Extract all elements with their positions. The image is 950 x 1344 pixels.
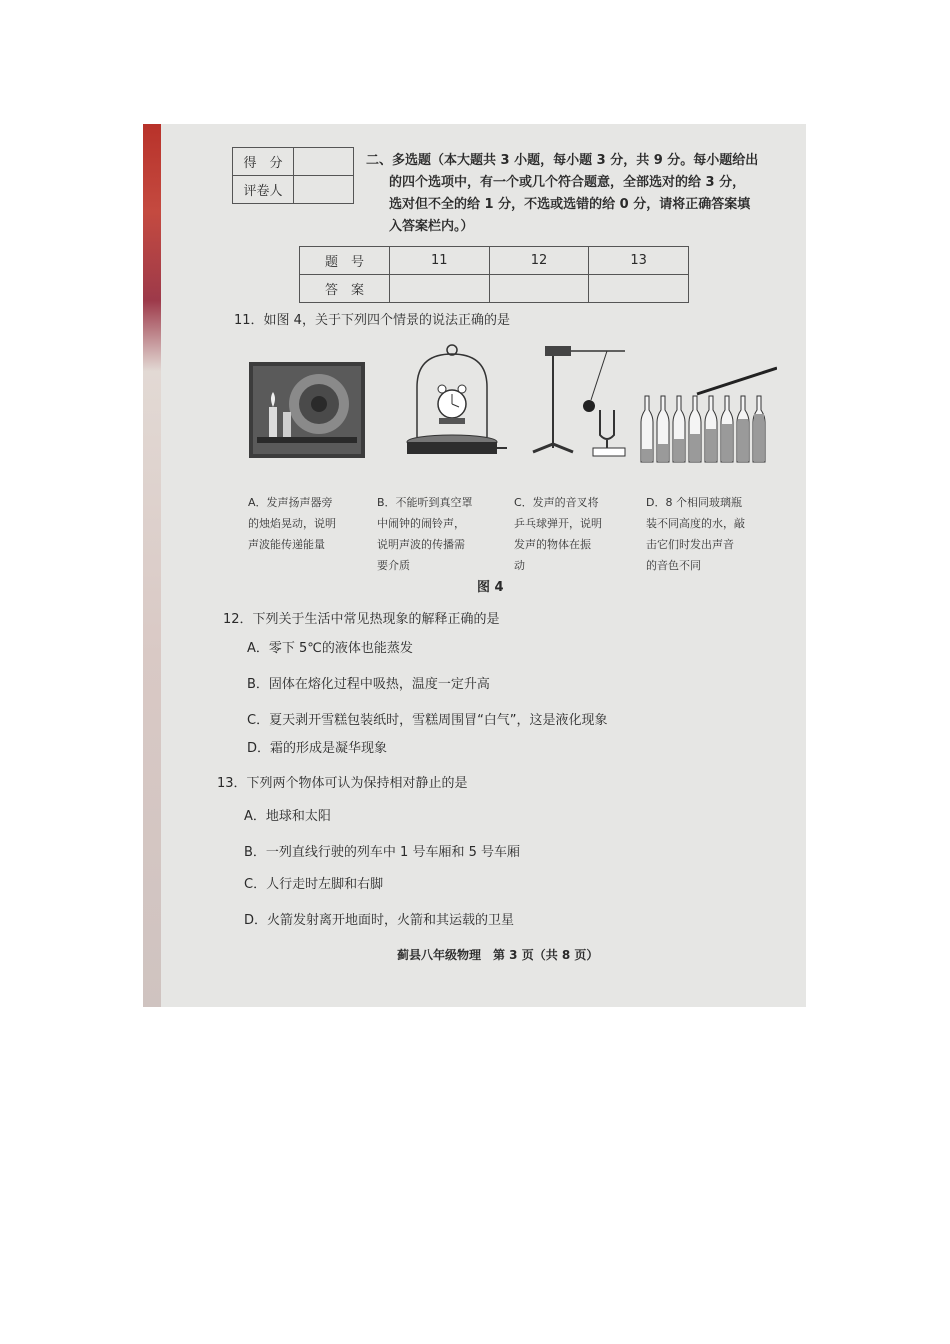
bottle-water: [738, 419, 748, 461]
q11-option-a: [248, 492, 368, 555]
q13-option-d: D．火箭发射离开地面时，火箭和其运载的卫星: [244, 913, 515, 928]
page-footer: 蓟县八年级物理 第 3 页（共 8 页）: [397, 948, 599, 962]
answer-table-q11: 11: [389, 247, 489, 275]
q11-option-b-line3: 说明声波的传播需: [377, 538, 465, 551]
score-label: 得 分: [233, 148, 294, 176]
q11-stem: 11．如图 4，关于下列四个情景的说法正确的是: [234, 313, 510, 328]
bottle-water: [754, 414, 764, 461]
answer-cell-12[interactable]: [489, 275, 589, 303]
bottle-water: [706, 429, 716, 461]
q11-option-d-line2: 装不同高度的水，敲: [646, 517, 745, 530]
q13-stem: 13．下列两个物体可认为保持相对静止的是: [217, 776, 468, 791]
section-line3: 选对但不全的给 1 分，不选或选错的给 0 分，请将正确答案填: [389, 197, 751, 212]
grader-label: 评卷人: [233, 176, 294, 204]
q11-option-c-line3: 发声的物体在振: [514, 538, 591, 551]
bell-jar-clock-figure: [397, 342, 507, 464]
q11-option-a-line3: 声波能传递能量: [248, 538, 325, 551]
background-red-object: [143, 124, 161, 1007]
q11-option-b-line4: 要介质: [377, 559, 410, 572]
q11-option-c-line1: C．发声的音叉将: [514, 496, 599, 509]
bottle-water: [722, 424, 732, 461]
scanned-photo: [143, 124, 806, 1007]
exam-paper: [161, 124, 806, 1007]
q11-option-c: [514, 492, 634, 576]
q11-option-b-line1: B．不能听到真空罩: [377, 496, 473, 509]
q12-option-c: C．夏天剥开雪糕包装纸时，雪糕周围冒“白气”，这是液化现象: [247, 713, 608, 728]
bottle-water: [642, 449, 652, 461]
answer-table-q12: 12: [489, 247, 589, 275]
q12-stem: 12．下列关于生活中常见热现象的解释正确的是: [223, 612, 500, 627]
q11-option-b-line2: 中闹钟的闹铃声，: [377, 517, 465, 530]
answer-table: [299, 246, 689, 303]
q11-option-a-line1: A．发声扬声器旁: [248, 496, 333, 509]
q11-option-d-line1: D．8 个相同玻璃瓶: [646, 496, 742, 509]
glass-bottles-figure: [637, 366, 777, 468]
bottle-water: [690, 434, 700, 461]
tuning-fork-figure: [525, 340, 645, 464]
section-line2: 的四个选项中，有一个或几个符合题意，全部选对的给 3 分，: [389, 175, 746, 190]
q11-option-d: [646, 492, 766, 576]
q11-option-d-line3: 击它们时发出声音: [646, 538, 734, 551]
bottles-group: [641, 396, 765, 462]
speaker-candle-photo: [249, 362, 365, 458]
q11-option-c-line4: 动: [514, 559, 525, 572]
q13-option-b: B．一列直线行驶的列车中 1 号车厢和 5 号车厢: [244, 845, 520, 860]
answer-cell-13[interactable]: [589, 275, 689, 303]
q12-option-b: B．固体在熔化过程中吸热，温度一定升高: [247, 677, 490, 692]
q12-option-d: D．霜的形成是凝华现象: [247, 741, 388, 756]
q11-option-a-line2: 的烛焰晃动，说明: [248, 517, 336, 530]
section-title: 二、多选题（本大题共 3 小题，每小题 3 分，共 9 分。每小题给出: [366, 153, 759, 168]
bottle-water: [674, 439, 684, 461]
grader-cell: [294, 176, 354, 204]
bottle-water: [658, 444, 668, 461]
score-box: [232, 147, 354, 204]
q12-option-a: A．零下 5℃的液体也能蒸发: [247, 641, 413, 656]
q11-option-b: [377, 492, 497, 576]
score-cell: [294, 148, 354, 176]
q13-option-c: C．人行走时左脚和右脚: [244, 877, 384, 892]
q11-option-d-line4: 的音色不同: [646, 559, 701, 572]
answer-table-q13: 13: [589, 247, 689, 275]
q11-option-c-line2: 乒乓球弹开，说明: [514, 517, 602, 530]
answer-table-row-label: 答 案: [300, 275, 390, 303]
figure-label: 图 4: [477, 580, 504, 595]
answer-table-header: 题 号: [300, 247, 390, 275]
answer-cell-11[interactable]: [389, 275, 489, 303]
section-line4: 入答案栏内。）: [389, 219, 474, 234]
q13-option-a: A．地球和太阳: [244, 809, 331, 824]
